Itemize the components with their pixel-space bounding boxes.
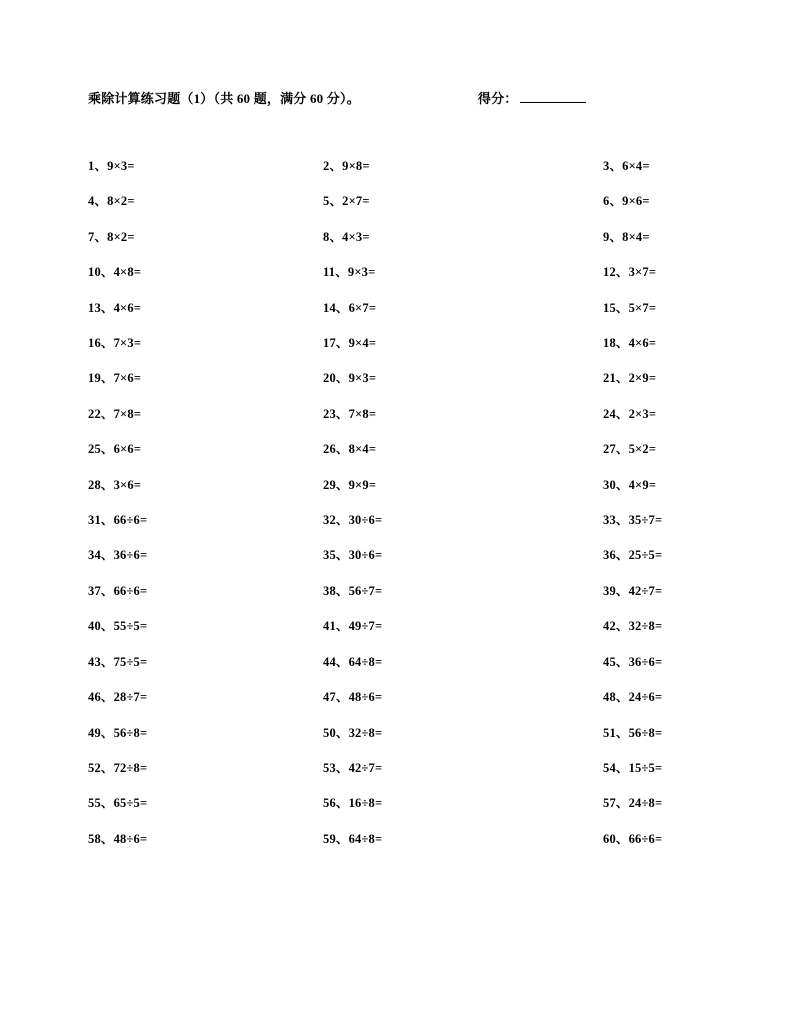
problem-item: 21、2×9=: [603, 371, 657, 386]
problem-item: 51、56÷8=: [603, 725, 663, 740]
problem-item: 33、35÷7=: [603, 513, 663, 528]
problem-item: 58、48÷6=: [88, 831, 148, 846]
page-title: 乘除计算练习题（1）（共 60 题，满分 60 分）。: [88, 91, 360, 106]
problem-item: 59、64÷8=: [323, 831, 383, 846]
problem-item: 9、8×4=: [603, 229, 650, 244]
problem-item: 49、56÷8=: [88, 725, 148, 740]
problem-item: 54、15÷5=: [603, 760, 663, 775]
problem-grid: [88, 149, 711, 857]
problem-item: 25、6×6=: [88, 442, 142, 457]
problem-item: 53、42÷7=: [323, 760, 383, 775]
problem-item: 2、9×8=: [323, 159, 370, 173]
problem-item: 60、66÷6=: [603, 831, 663, 846]
problem-item: 6、9×6=: [603, 194, 650, 209]
problem-item: 1、9×3=: [88, 159, 135, 173]
problem-item: 46、28÷7=: [88, 690, 148, 705]
problem-item: 12、3×7=: [603, 265, 657, 280]
problem-item: 31、66÷6=: [88, 513, 148, 528]
problem-item: 52、72÷8=: [88, 760, 148, 775]
problem-item: 35、30÷6=: [323, 548, 383, 563]
problem-item: 34、36÷6=: [88, 548, 148, 563]
problem-item: 50、32÷8=: [323, 725, 383, 740]
problem-item: 20、9×3=: [323, 371, 377, 386]
problem-item: 43、75÷5=: [88, 654, 148, 669]
problem-item: 28、3×6=: [88, 477, 142, 492]
problem-item: 3、6×4=: [603, 159, 650, 173]
problem-item: 8、4×3=: [323, 229, 370, 244]
score-field: [478, 88, 586, 107]
problem-item: 45、36÷6=: [603, 654, 663, 669]
problem-item: 39、42÷7=: [603, 583, 663, 598]
problem-item: 29、9×9=: [323, 477, 377, 492]
problem-item: 38、56÷7=: [323, 583, 383, 598]
problem-item: 27、5×2=: [603, 442, 657, 457]
problem-item: 55、65÷5=: [88, 796, 148, 811]
problem-item: 48、24÷6=: [603, 690, 663, 705]
problem-item: 44、64÷8=: [323, 654, 383, 669]
problem-item: 5、2×7=: [323, 194, 370, 209]
problem-item: 24、2×3=: [603, 406, 657, 421]
problem-item: 37、66÷6=: [88, 583, 148, 598]
problem-item: 10、4×8=: [88, 265, 142, 280]
problem-item: 17、9×4=: [323, 336, 377, 351]
problem-item: 19、7×6=: [88, 371, 142, 386]
problem-item: 18、4×6=: [603, 336, 657, 351]
problem-item: 26、8×4=: [323, 442, 377, 457]
problem-item: 47、48÷6=: [323, 690, 383, 705]
problem-item: 13、4×6=: [88, 300, 142, 315]
problem-item: 56、16÷8=: [323, 796, 383, 811]
problem-item: 23、7×8=: [323, 406, 377, 421]
problem-item: 15、5×7=: [603, 300, 657, 315]
problem-item: 7、8×2=: [88, 229, 135, 244]
problem-item: 36、25÷5=: [603, 548, 663, 563]
problem-item: 16、7×3=: [88, 336, 142, 351]
score-blank-line[interactable]: [520, 91, 586, 103]
problem-item: 42、32÷8=: [603, 619, 663, 634]
problem-item: 14、6×7=: [323, 300, 377, 315]
problem-item: 11、9×3=: [323, 265, 376, 280]
problem-item: 41、49÷7=: [323, 619, 383, 634]
problem-item: 4、8×2=: [88, 194, 135, 209]
problem-item: 40、55÷5=: [88, 619, 148, 634]
problem-item: 57、24÷8=: [603, 796, 663, 811]
problem-item: 32、30÷6=: [323, 513, 383, 528]
problem-item: 30、4×9=: [603, 477, 657, 492]
score-label: 得分：: [477, 91, 518, 106]
worksheet-header: [88, 88, 711, 107]
problem-item: 22、7×8=: [88, 406, 142, 421]
